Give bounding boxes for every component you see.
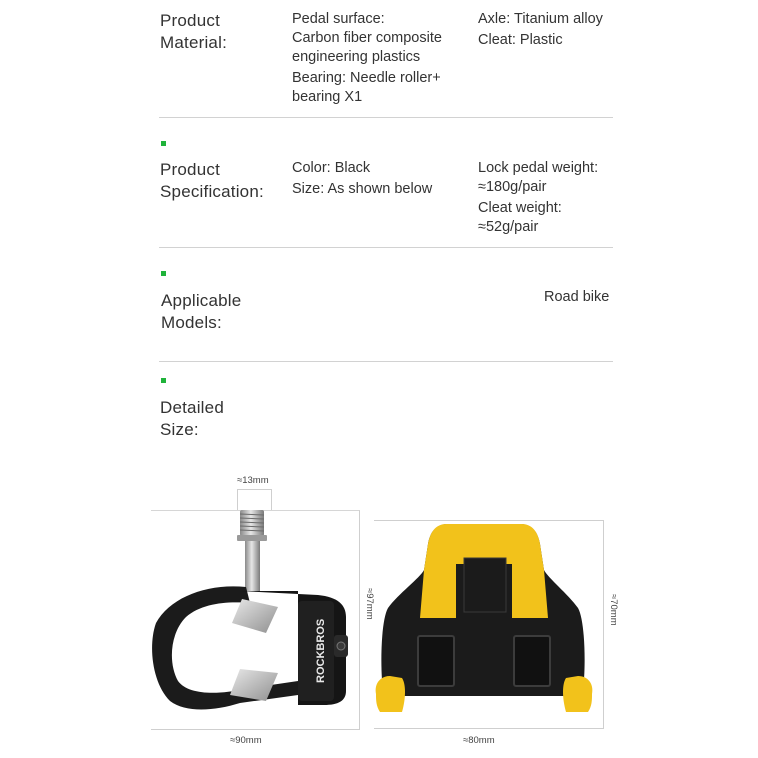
specification-heading-line2: Specification:	[160, 182, 264, 201]
applicable-heading-line2: Models:	[161, 313, 222, 332]
divider-3	[159, 361, 613, 362]
section-marker	[161, 378, 166, 383]
material-heading-line2: Material:	[160, 33, 227, 52]
applicable-value: Road bike	[544, 289, 610, 305]
divider-1	[159, 117, 613, 118]
material-bearing: Bearing: Needle roller+	[292, 70, 441, 86]
spec-size: Size: As shown below	[292, 181, 433, 197]
material-col1	[292, 10, 442, 107]
material-col2	[478, 10, 603, 50]
material-bearing-value: bearing X1	[292, 89, 363, 105]
pedal-width-label: ≈90mm	[230, 735, 262, 746]
detailed-heading-line2: Size:	[160, 420, 199, 439]
material-heading	[160, 10, 227, 54]
pedal-height-label: ≈97mm	[364, 588, 375, 620]
material-pedal-surface-value-1: Carbon fiber composite	[292, 30, 442, 46]
cleat-image	[372, 518, 596, 714]
spec-cleat-weight-value: ≈52g/pair	[478, 219, 539, 235]
material-pedal-surface: Pedal surface:	[292, 11, 385, 27]
cleat-width-label: ≈80mm	[463, 735, 495, 746]
detailed-heading-line1: Detailed	[160, 398, 224, 417]
spec-lock-pedal-weight-value: ≈180g/pair	[478, 179, 547, 195]
specification-col1	[292, 159, 432, 199]
pedal-brand-text: ROCKBROS	[315, 618, 327, 683]
applicable-heading-line1: Applicable	[161, 291, 242, 310]
section-marker	[161, 141, 166, 146]
divider-2	[159, 247, 613, 248]
applicable-heading	[161, 290, 241, 334]
detailed-heading	[160, 397, 224, 441]
material-axle: Axle: Titanium alloy	[478, 11, 603, 27]
spec-cleat-weight-label: Cleat weight:	[478, 200, 562, 216]
section-marker	[161, 271, 166, 276]
specification-heading-line1: Product	[160, 160, 220, 179]
material-heading-line1: Product	[160, 11, 220, 30]
pedal-image	[148, 505, 360, 730]
specification-heading	[160, 159, 264, 203]
spec-color: Color: Black	[292, 160, 371, 176]
pedal-axle-width-label: ≈13mm	[237, 475, 269, 486]
material-cleat: Cleat: Plastic	[478, 32, 563, 48]
specification-col2	[478, 159, 598, 237]
spec-lock-pedal-weight-label: Lock pedal weight:	[478, 160, 599, 176]
material-pedal-surface-value-2: engineering plastics	[292, 49, 421, 65]
cleat-height-label: ≈70mm	[608, 594, 619, 626]
